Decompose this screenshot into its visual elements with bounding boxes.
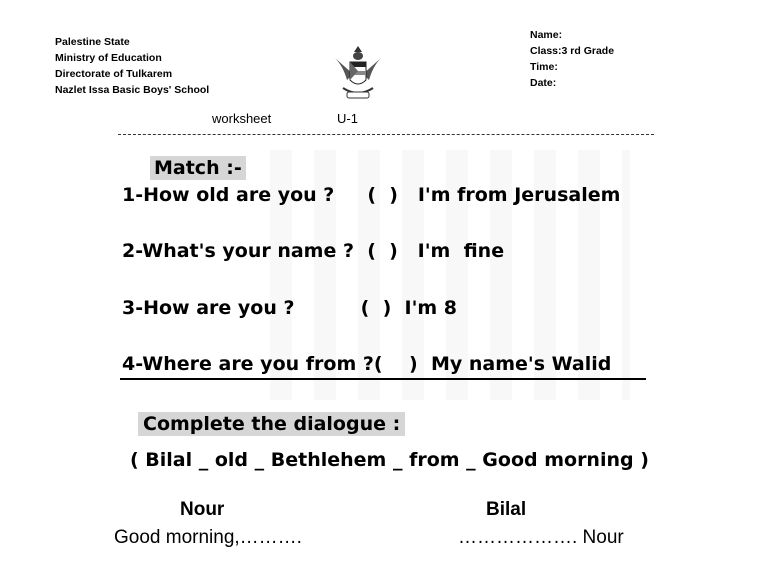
- school-info-line: Nazlet Issa Basic Boys' School: [55, 84, 210, 96]
- school-info-line: Directorate of Tulkarem: [55, 68, 173, 80]
- date-field-label: Date:: [530, 77, 557, 89]
- student-info: [530, 27, 614, 91]
- class-field-label: Class:3 rd Grade: [530, 45, 615, 57]
- speaker-nour: Nour: [180, 499, 225, 520]
- school-info: [55, 34, 209, 98]
- divider: [118, 134, 654, 135]
- match-row: 2-What's your name ? ( ) I'm fine: [122, 240, 505, 262]
- dialogue-line-nour: Good morning,……….: [114, 527, 302, 548]
- school-info-line: Ministry of Education: [55, 52, 162, 64]
- match-row: 3-How are you ? ( ) I'm 8: [122, 297, 458, 319]
- school-info-line: Palestine State: [55, 36, 130, 48]
- match-section-title: Match :-: [150, 156, 246, 180]
- worksheet-label: worksheet: [212, 111, 272, 126]
- complete-section-title: Complete the dialogue :: [138, 412, 405, 436]
- palestine-eagle-emblem-icon: [333, 40, 383, 104]
- row-underline: [120, 378, 646, 380]
- speaker-bilal: Bilal: [486, 499, 527, 520]
- time-field-label: Time:: [530, 61, 558, 73]
- word-bank: ( Bilal _ old _ Bethlehem _ from _ Good morning ): [130, 449, 649, 471]
- match-row: 1-How old are you ? ( ) I'm from Jerusalem: [122, 184, 621, 206]
- dialogue-line-bilal: ………………. Nour: [458, 527, 624, 548]
- worksheet-code: U-1: [337, 111, 358, 126]
- match-row: 4-Where are you from ?( ) My name's Walid: [122, 353, 612, 375]
- name-field-label: Name:: [530, 29, 563, 41]
